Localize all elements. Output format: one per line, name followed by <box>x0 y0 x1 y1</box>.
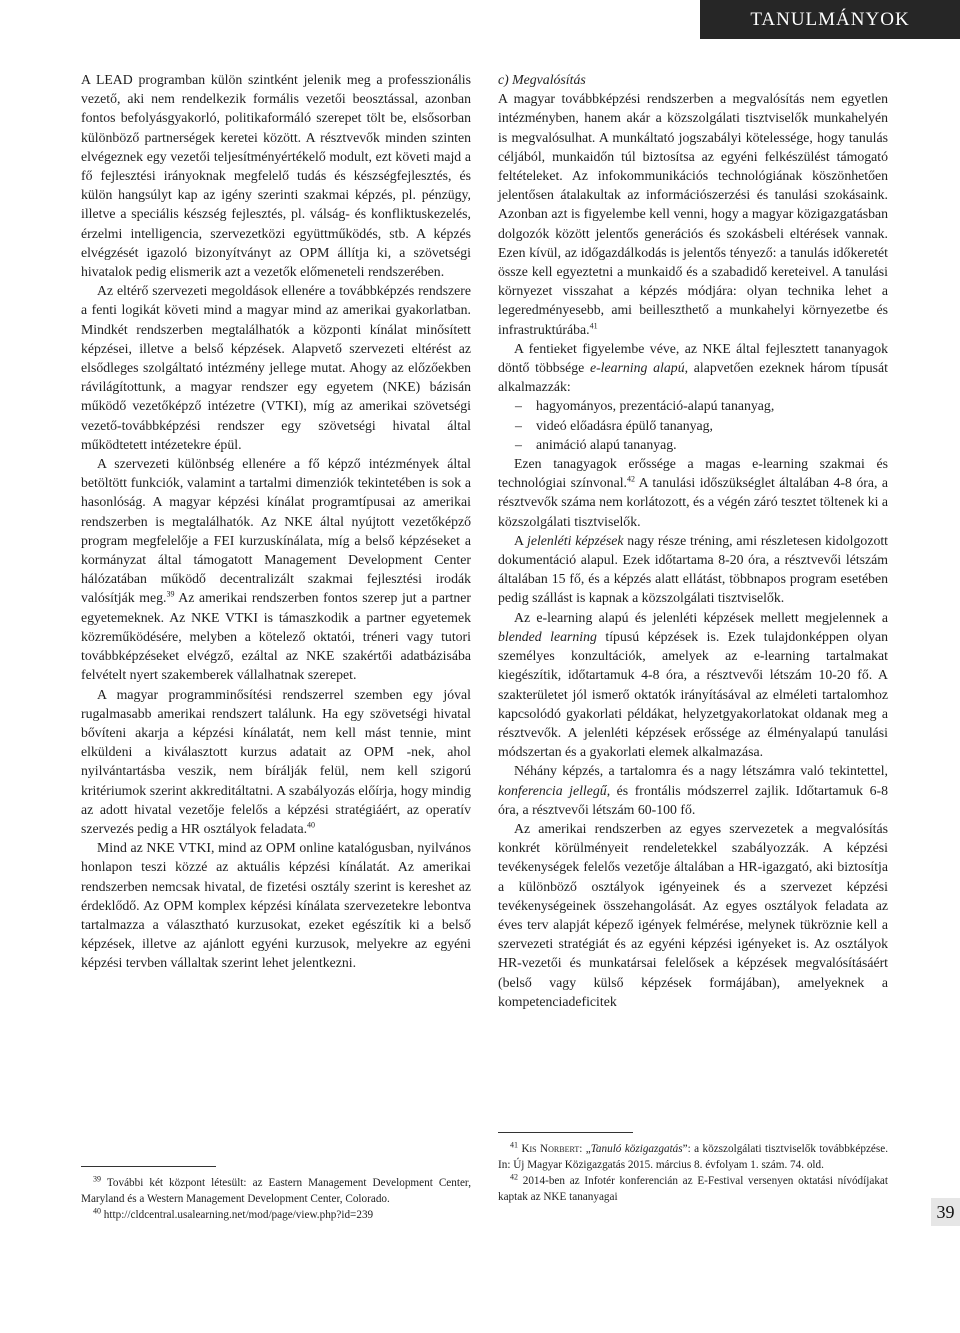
paragraph: Néhány képzés, a tartalomra és a nagy létszámra való tekintettel, konferencia jellegű, és frontális módszerrel zajlik. Időtartamuk 6-8 óra, a résztvevői létszám 60-100 fő. <box>498 763 888 817</box>
footnote: $^{41}$ Kis Norbert: „Tanuló közigazgatás”: a közszolgálati tisztviselők továbbképzése. In: Új Magyar Közigazgatás 2015. március 8. évfolyam 1. szám. 74. old. <box>498 1140 889 1171</box>
left-column <box>81 70 471 973</box>
paragraph: A LEAD programban külön szintként jelenik meg a professzionális vezető, aki nem rendelkezik formális vezetői beosztással, azonban fontos befolyásgyakorló, politikaformáló szerepet tölt be, elsősorban különböző partnerségek keretei között. A résztvevők minden szinten elvégeznek egy vezetői teljesítményértékelő modult, ezt követi majd a fő fejlesztési irányoknak megfelelő tudás és készségfejlesztés, és külön hangsúlyt kap az igény szerinti szakmai képzés, pl. pénzügy, illetve a speciális készség fejlesztés, pl. válság- és konfliktuskezelés, érzelmi intelligencia, szervezetközi együttműködés, stb. A képzés elvégzését igazoló bizonyítványt az OPM állítja ki, a szövetségi hivatalok pedig elismerik azt a vezetők előmeneteli rendszerében. <box>81 72 471 280</box>
paragraph: Az eltérő szervezeti megoldások ellenére a továbbképzés rendszere a fenti logikát követi mind a magyar mind az amerikai gyakorlatban. Mindkét rendszerben megtalálhatók a központi kínálat minősített képzései, illetve a belső képzések. Alapvető szervezeti eltérést az elsődleges szolgáltató intézmény jellege mutat. Ahogy az előzőekben rávilágítottunk, a magyar rendszer egy egyetem (NKE) bázisán működő vezetőképző intézetre (VTKI), míg az amerikai szövetségi vezető-továbbképzési rendszer egy szövetségi hivatal által működtetett intézetekre épül. <box>81 283 471 452</box>
paragraph: Az amerikai rendszerben az egyes szervezetek a megvalósítás konkrét körülményeit rendeletekkel szabályozzák. A képzési tevékenységek felelős vezetője általában a HR-igazgató, aki biztosítja a különböző osztályok igényeinek és a szervezet képzési tevékenységeinek összehangolását. Az egyes osztályok feladata az éves terv alapját képező igények felmérése, melynek tükröznie kell a szervezeti stratégiát és az egyéni képzési igényeket is. Az osztályok HR-vezetői és munkatársai felelősek a képzések megvalósításáért (belső vagy külső képzések formájában), amelyeknek a kompetenciadeficitek <box>498 820 888 1009</box>
footnote: $^{40}$ http://cldcentral.usalearning.net/mod/page/view.php?id=239 <box>93 1206 374 1221</box>
list-item: – videó előadásra épülő tananyag, <box>498 416 888 435</box>
footnote: $^{39}$ További két központ létesült: az Eastern Management Development Center, Maryland és a Western Management Development Center, Colorado. <box>81 1174 471 1205</box>
section-heading: c) Megvalósítás <box>498 72 586 87</box>
section-title: TANULMÁNYOK <box>750 8 910 30</box>
paragraph: A magyar továbbképzési rendszerben a megvalósítás nem egyetlen intézményben, hanem akár a közszolgálati tisztviselők munkahelyén is megvalósulhat. A munkáltató jogszabályi kötelessége, hogy tanulás céljából, munkaidőn túl biztosítsa az egyéni felkészülést támogató feltételeket. Az infokommunikációs technológiának köszönhetően jelentősen átalakultak az információszerzési és tanulási szokásaink. Azonban azt is figyelembe kell venni, hogy a magyar közigazgatásban dolgozók között jelentős generációs és szokásbeli eltérések vannak. Ezen kívül, az időgazdálkodás is jelentős tényező: a tanulás időkeretét össze kell egyeztetni a munkaidő és a szabadidő kereteivel. A tanulási környezet visszahat a képzés módjára: olyan technika lehet a legeredményesebb, ami beilleszthető a munkahelyi környezetbe és infrastruktúrába.$^{41}$ <box>498 91 888 337</box>
footnote-rule <box>498 1132 633 1133</box>
bullet-list <box>498 396 888 454</box>
footnote-rule <box>81 1166 216 1167</box>
footnote: $^{42}$ 2014-ben az Infotér konferencián az E-Festival versenyen oktatási nívódíjakat kaptak az NKE tananyagai <box>498 1172 888 1203</box>
paragraph: Mind az NKE VTKI, mind az OPM online katalógusban, nyilvános honlapon teszi közzé az aktuális képzési kínálatát. Az amerikai rendszerben nemcsak hivatal, de fizetési osztály szerint is kereshet az érdeklődő. Az OPM komplex képzési kínálata szervezetekre lebontva tartalmazza a választható kurzusokat, ezeket egészítik ki a belső képzések, illetve az ajánlott egyéni kurzusok, melyekre az egyéni képzési tervben vállaltak szerint lehet jelentkezni. <box>81 840 471 971</box>
paragraph: Ezen tanagyagok erőssége a magas e-learning szakmai és technológiai színvonal.$^{42}$ A tanulási időszükséglet általában 4-8 óra, a résztvevők száma nem korlátozott, és a végén záró tesztet töltenek ki a közszolgálati tisztviselők. <box>498 456 888 529</box>
list-item: – hagyományos, prezentáció-alapú tananyag, <box>498 396 888 415</box>
footnotes-right <box>498 1132 888 1205</box>
footnote-ref: 39 <box>166 589 175 599</box>
paragraph: A fentieket figyelembe véve, az NKE által fejlesztett tananyagok döntő többsége e-learning alapú, alapvetően ezeknek három típusát alkalmazzák: <box>498 340 888 395</box>
footnote-ref: 42 <box>626 474 635 484</box>
paragraph: Az e-learning alapú és jelenléti képzések mellett megjelennek a blended learning típusú képzések is. Ezek tulajdonképpen olyan személyes konzultációk, amelyek az e-learning tartalmakat kiegészítik, időtartamuk 4-8 óra, a résztvevői létszám 10-20 fő. A szakterületet jól ismerő oktatók irányításával az elméleti tartalomhoz kapcsolódó gyakorlati példákat, helyzetgyakorlatokat oldanak meg a résztvevők. A jelenléti képzések erőssége az élményalapú tanulási módszertan és a gyakorlati elemek alkalmazása. <box>498 609 888 760</box>
footnote-link[interactable]: http://cldcentral.usalearning.net/mod/page/view.php?id=239 <box>101 1209 374 1221</box>
paragraph: A jelenléti képzések nagy része tréning, ami részletesen kidolgozott dokumentáció alapul. Ezek időtartama 8-20 óra, a résztvevői létszám általában 15 fő, és a képzés alatt ellátást, többnapos program esetében pedig szállást is kapnak a közszolgálati tisztviselők. <box>498 532 889 606</box>
right-column <box>498 70 888 1011</box>
page-number: 39 <box>931 1198 960 1226</box>
footnote-author: Kis Norbert <box>521 1143 580 1155</box>
footnote-ref: 40 <box>307 820 316 830</box>
footnotes-left <box>81 1166 471 1223</box>
paragraph: A magyar programminősítési rendszerrel szemben egy jóval rugalmasabb amerikai rendszert találunk. Ha egy szövetségi hivatal bővíteni akarja a képzési kínálatát, nem kell mást tennie, mint elküldeni a kiválasztott kurzus adatait az OPM -nek, ahol nyilvántartásba veszik, nem bírálják felül, nem kell szigorú kritériumok szerint akkreditáltatni. A szabályozás előírja, hogy mindig az adott hivatal vezetője felelős a képzési stratégiáért, az operatív szervezés pedig a HR osztályok feladata.$^{40}$ <box>81 686 471 836</box>
paragraph: A szervezeti különbség ellenére a fő képző intézmények által betöltött funkciók, valamint a tartalmi dimenziók tekintetében is sok a hasonlóság. A magyar képzési kínálat programtípusai az amerikai rendszerben is megtalálhatók. Az NKE által nyújtott vezetőképző program megfelelője a FEI kurzuskínálata, míg a belső képzéseket a kormányzat által támogatott Management Development Center hálózatában működő decentralizált szakmai fejlesztési irodák valósítják meg.$^{39}$ Az amerikai rendszerben fontos szerep jut a partner egyetemeknek. Az NKE VTKI is támaszkodik a partner egyetemek közreműködésére, melyben a kötelező oktatói, tréneri vagy tutori továbbképzéseket elvégző, ezáltal az NKE szakértői adatbázisába felvételt nyert szakemberek vállalhatnak szerepet. <box>81 456 471 683</box>
footnote-ref: 41 <box>589 321 598 331</box>
list-item: – animáció alapú tananyag. <box>498 435 888 454</box>
section-header <box>700 0 960 39</box>
